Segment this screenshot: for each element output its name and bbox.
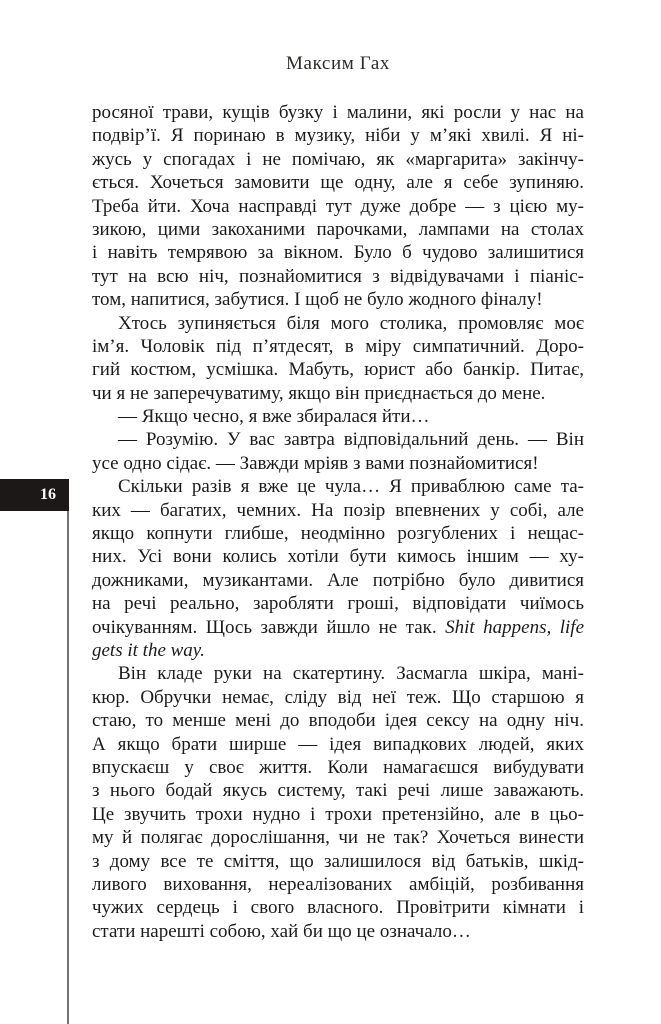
text-segment: ких — багатих, чемних. На позір впевнених у собі, але: [92, 499, 584, 521]
text-line: [92, 709, 584, 732]
text-segment: кюр. Обручки немає, сліду від неї теж. Що старшою я: [92, 686, 584, 708]
text-segment: — Якщо чесно, я вже збиралася йти…: [118, 406, 430, 428]
text-segment: зикою, цими закоханими парочками, лампами на столах: [92, 218, 584, 240]
text-segment: дожниками, музикантами. Але потрібно було дивитися: [92, 569, 584, 591]
text-segment: му й полягає дорослішання, чи не так? Хочеться винести: [92, 827, 584, 849]
text-line: [92, 124, 584, 147]
text-segment: А якщо брати ширше — ідея випадкових людей, яких: [92, 733, 584, 755]
text-segment: том, напитися, забутися. І щоб не було жодного фіналу!: [92, 289, 543, 311]
text-line: [92, 826, 584, 849]
text-line: [92, 756, 584, 779]
text-segment: жусь у спогадах і не помічаю, як «маргарита» закінчу-: [92, 148, 584, 170]
text-segment: стати нарешті собою, хай би що це означало…: [92, 920, 471, 942]
margin-rule: [67, 511, 69, 1024]
text-segment: стаю, то менше мені до вподоби ідея сексу на одну ніч.: [92, 710, 584, 732]
text-segment: Він кладе руки на скатертину. Засмагла шкіра, мані-: [118, 663, 584, 685]
text-line: [92, 920, 584, 943]
text-segment: росяної трави, кущів бузку і малини, які росли у нас на: [92, 102, 584, 123]
body-text: [92, 101, 584, 943]
italic-text-segment: gets it the way.: [92, 639, 205, 661]
text-segment: чужих сердець і свого власного. Провітрити кімнати і: [92, 897, 584, 919]
text-line: [92, 499, 584, 522]
text-line: [92, 428, 584, 451]
text-line: [92, 452, 584, 475]
text-line: [92, 569, 584, 592]
text-segment: них. Усі вони колись хотіли бути кимось іншим — ху-: [92, 546, 584, 568]
text-segment: Треба йти. Хоча насправді тут дуже добре — з цією му-: [92, 195, 584, 217]
text-segment: тут на всю ніч, познайомитися з відвідувачами і піаніс-: [92, 265, 584, 287]
text-line: [92, 148, 584, 171]
text-line: [92, 733, 584, 756]
text-line: [92, 218, 584, 241]
text-segment: подвір’ї. Я поринаю в музику, ніби у м’які хвилі. Я ні-: [92, 125, 584, 147]
text-segment: ється. Хочеться замовити ще одну, але я себе зупиняю.: [92, 172, 584, 194]
text-line: [92, 335, 584, 358]
text-segment: гий костюм, усмішка. Мабуть, юрист або банкір. Питає,: [92, 359, 584, 381]
text-segment: з нього бодай якусь систему, такі речі лише заважають.: [92, 780, 584, 802]
text-segment: Хтось зупиняється біля мого столика, промовляє моє: [118, 312, 584, 334]
text-segment: чи я не заперечуватиму, якщо він приєднається до мене.: [92, 382, 546, 404]
text-line: [92, 803, 584, 826]
text-line: [92, 522, 584, 545]
text-line: [92, 312, 584, 335]
text-line: [92, 545, 584, 568]
text-segment: Це звучить трохи нудно і трохи претензійно, але в цьо-: [92, 803, 584, 825]
text-line: [92, 288, 584, 311]
text-line: [92, 779, 584, 802]
text-line: [92, 639, 584, 662]
text-segment: якщо копнути глибше, неодмінно розгублених і нещас-: [92, 523, 584, 545]
text-line: [92, 616, 584, 639]
text-line: [92, 475, 584, 498]
text-line: [92, 382, 584, 405]
running-header: Максим Гах: [286, 53, 390, 74]
italic-text-segment: Shit happens, life: [445, 616, 584, 638]
text-segment: очікуванням. Щось завжди йшло не так.: [92, 616, 446, 638]
text-segment: усе одно сідає. — Завжди мріяв з вами познайомитися!: [92, 452, 539, 474]
text-line: [92, 241, 584, 264]
text-segment: і навіть темрявою за вікном. Було б чудово залишитися: [92, 242, 584, 264]
page-number: 16: [40, 486, 56, 503]
text-line: [92, 662, 584, 685]
text-line: [92, 896, 584, 919]
text-segment: ім’я. Чоловік під п’ятдесят, в міру симпатичний. Доро-: [92, 335, 584, 357]
text-line: [92, 873, 584, 896]
text-segment: на речі реально, заробляти гроші, відповідати чиїмось: [92, 593, 584, 615]
text-segment: з дому все те сміття, що залишилося від батьків, шкід-: [92, 850, 584, 872]
text-segment: ливого виховання, нереалізованих амбіцій, розбивання: [92, 873, 584, 895]
text-line: [92, 101, 584, 124]
text-line: [92, 592, 584, 615]
text-line: [92, 265, 584, 288]
text-line: [92, 686, 584, 709]
text-segment: Скільки разів я вже це чула… Я приваблюю саме та-: [118, 476, 584, 498]
text-line: [92, 195, 584, 218]
text-line: [92, 405, 584, 428]
text-line: [92, 850, 584, 873]
text-segment: — Розумію. У вас завтра відповідальний день. — Він: [118, 429, 584, 451]
text-segment: впускаєш у своє життя. Коли намагаєшся вибудувати: [92, 756, 584, 778]
page-number-tab: [0, 479, 69, 511]
text-line: [92, 358, 584, 381]
text-line: [92, 171, 584, 194]
